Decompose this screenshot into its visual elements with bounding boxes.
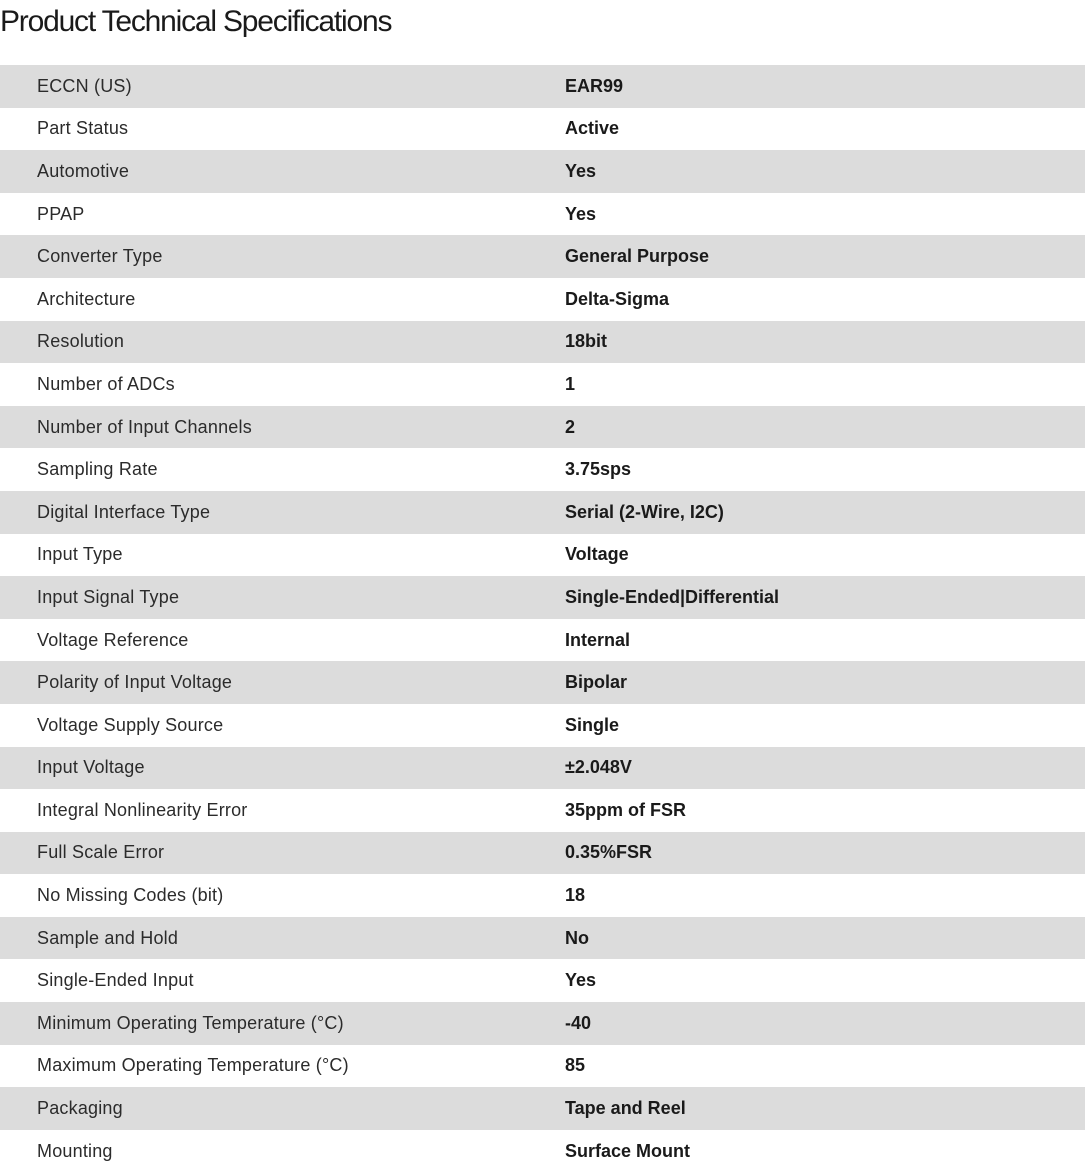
spec-name: Sample and Hold	[37, 927, 179, 948]
spec-name: Mounting	[37, 1140, 113, 1161]
spec-name: Sampling Rate	[37, 459, 158, 480]
spec-row	[0, 321, 1085, 364]
spec-value: ±2.048V	[565, 757, 632, 778]
spec-row	[0, 278, 1085, 321]
spec-value: Tape and Reel	[565, 1098, 686, 1119]
spec-value: Single	[565, 714, 620, 735]
spec-value: Delta-Sigma	[565, 288, 670, 309]
spec-value: 35ppm of FSR	[565, 799, 687, 820]
spec-value: No	[565, 927, 589, 948]
spec-row	[0, 1045, 1085, 1088]
spec-row	[0, 619, 1085, 662]
spec-name: Minimum Operating Temperature (°C)	[37, 1012, 344, 1033]
spec-value: Serial (2-Wire, I2C)	[565, 501, 724, 522]
spec-name: Number of Input Channels	[37, 416, 252, 437]
spec-value: Voltage	[565, 544, 629, 565]
spec-row	[0, 1130, 1085, 1172]
spec-row	[0, 363, 1085, 406]
spec-row	[0, 959, 1085, 1002]
spec-row	[0, 661, 1085, 704]
spec-row	[0, 448, 1085, 491]
spec-value: 18	[565, 885, 586, 906]
spec-value: 3.75sps	[565, 459, 632, 480]
spec-value: Internal	[565, 629, 631, 650]
spec-name: Digital Interface Type	[37, 501, 211, 522]
spec-value: 1	[565, 373, 576, 394]
spec-value: Yes	[565, 203, 597, 224]
spec-value: General Purpose	[565, 246, 710, 267]
spec-name: Maximum Operating Temperature (°C)	[37, 1055, 349, 1076]
spec-name: Input Type	[37, 544, 123, 565]
page-title: Product Technical Specifications	[0, 5, 392, 38]
spec-row	[0, 150, 1085, 193]
spec-name: Input Signal Type	[37, 586, 180, 607]
spec-name: Voltage Supply Source	[37, 714, 224, 735]
spec-value: Yes	[565, 160, 597, 181]
spec-value: 85	[565, 1055, 586, 1076]
spec-row	[0, 108, 1085, 151]
spec-row	[0, 65, 1085, 108]
spec-row	[0, 491, 1085, 534]
spec-name: Single-Ended Input	[37, 970, 194, 991]
spec-row	[0, 576, 1085, 619]
spec-row	[0, 1087, 1085, 1130]
spec-row	[0, 832, 1085, 875]
spec-row	[0, 747, 1085, 790]
spec-row	[0, 917, 1085, 960]
spec-name: Full Scale Error	[37, 842, 165, 863]
spec-name: ECCN (US)	[37, 75, 132, 96]
spec-name: PPAP	[37, 203, 85, 224]
spec-name: Architecture	[37, 288, 136, 309]
spec-name: Automotive	[37, 160, 130, 181]
spec-value: -40	[565, 1012, 592, 1033]
spec-row	[0, 704, 1085, 747]
spec-value: 0.35%FSR	[565, 842, 653, 863]
spec-row	[0, 1002, 1085, 1045]
spec-table-body	[0, 65, 1085, 1172]
spec-name: Converter Type	[37, 246, 163, 267]
spec-value: Active	[565, 118, 620, 139]
spec-value: EAR99	[565, 75, 624, 96]
spec-value: Yes	[565, 970, 597, 991]
spec-row	[0, 193, 1085, 236]
spec-value: Bipolar	[565, 672, 628, 693]
spec-row	[0, 534, 1085, 577]
spec-value: Surface Mount	[565, 1140, 691, 1161]
spec-row	[0, 406, 1085, 449]
spec-name: Polarity of Input Voltage	[37, 672, 233, 693]
spec-name: Packaging	[37, 1098, 123, 1119]
spec-value: Single-Ended|Differential	[565, 586, 780, 607]
spec-name: Integral Nonlinearity Error	[37, 799, 248, 820]
spec-name: No Missing Codes (bit)	[37, 885, 224, 906]
spec-row	[0, 235, 1085, 278]
spec-value: 18bit	[565, 331, 608, 352]
spec-value: 2	[565, 416, 576, 437]
spec-row	[0, 789, 1085, 832]
spec-table	[0, 65, 1085, 1172]
spec-name: Part Status	[37, 118, 129, 139]
spec-name: Voltage Reference	[37, 629, 189, 650]
spec-name: Number of ADCs	[37, 373, 175, 394]
spec-name: Resolution	[37, 331, 125, 352]
spec-row	[0, 874, 1085, 917]
spec-name: Input Voltage	[37, 757, 145, 778]
